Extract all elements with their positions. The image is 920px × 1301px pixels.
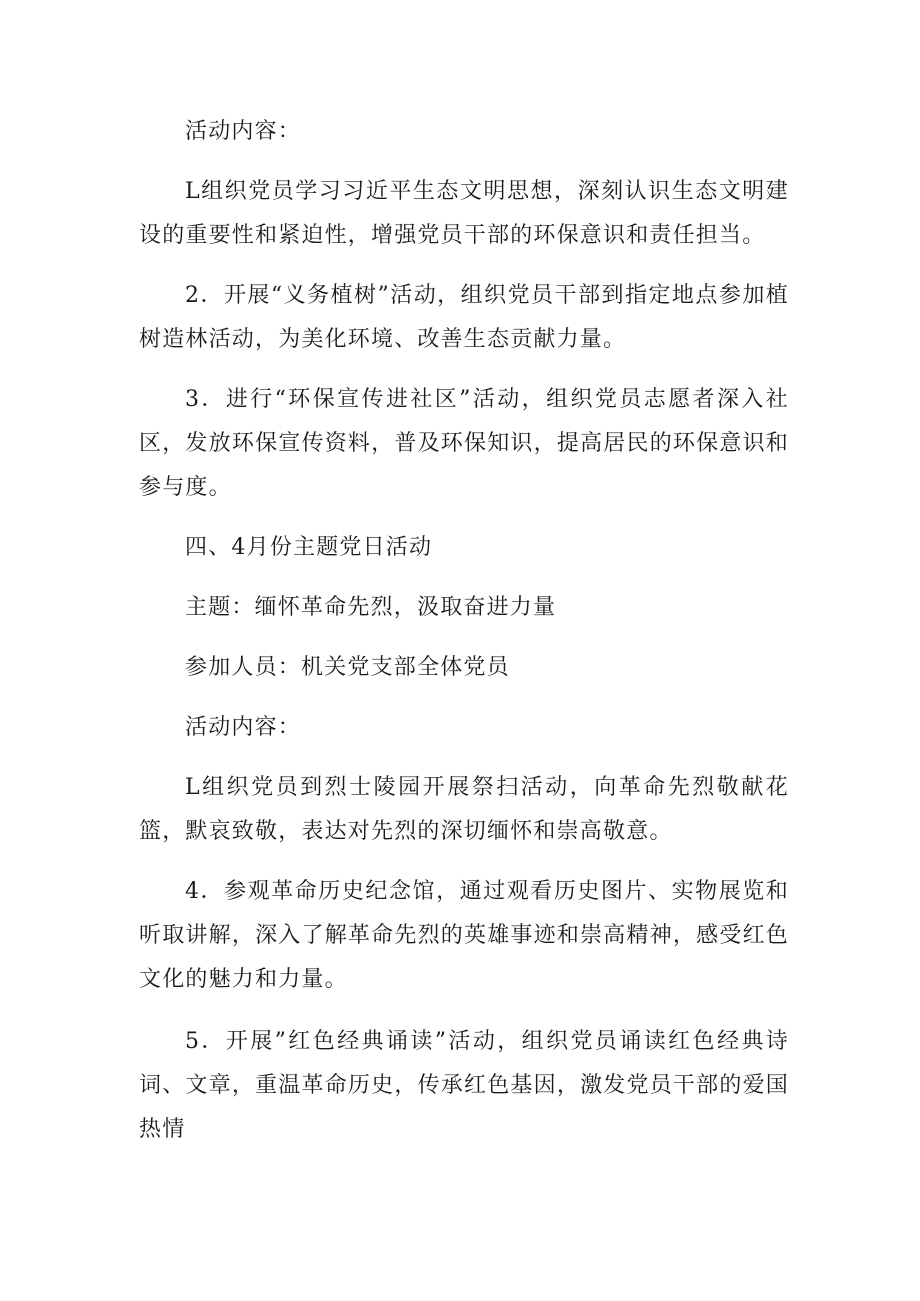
activity-content-heading-1: 活动内容： <box>185 119 302 144</box>
theme-line: 主题：缅怀革命先烈，汲取奋进力量 <box>185 595 557 620</box>
paragraph-red-classics-reading: 5．开展”红色经典诵读”活动，组织党员诵读红色经典诗词、文章，重温革命历史，传承红色基因，激发党员干部的爱国热情 <box>139 1029 789 1142</box>
paragraph-tree-planting: 2．开展“义务植树”活动，组织党员干部到指定地点参加植树造林活动，为美化环境、改善生态贡献力量。 <box>139 283 789 352</box>
document-body <box>139 110 789 1152</box>
paragraph-environment-promotion: 3．进行“环保宣传进社区”活动，组织党员志愿者深入社区，发放环保宣传资料，普及环保知识，提高居民的环保意识和参与度。 <box>139 387 789 500</box>
paragraph-martyr-cemetery: L组织党员到烈士陵园开展祭扫活动，向革命先烈敬献花篮，默哀致敬，表达对先烈的深切缅怀和崇高敬意。 <box>139 775 789 844</box>
section-heading-april: 四、4月份主题党日活动 <box>185 535 433 560</box>
activity-content-heading-2: 活动内容： <box>185 715 302 740</box>
participants-line: 参加人员：机关党支部全体党员 <box>185 655 510 680</box>
paragraph-history-museum: 4．参观革命历史纪念馆，通过观看历史图片、实物展览和听取讲解，深入了解革命先烈的英雄事迹和崇高精神，感受红色文化的魅力和力量。 <box>139 879 789 992</box>
paragraph-study-ecology: L组织党员学习习近平生态文明思想，深刻认识生态文明建设的重要性和紧迫性，增强党员干部的环保意识和责任担当。 <box>139 179 789 248</box>
